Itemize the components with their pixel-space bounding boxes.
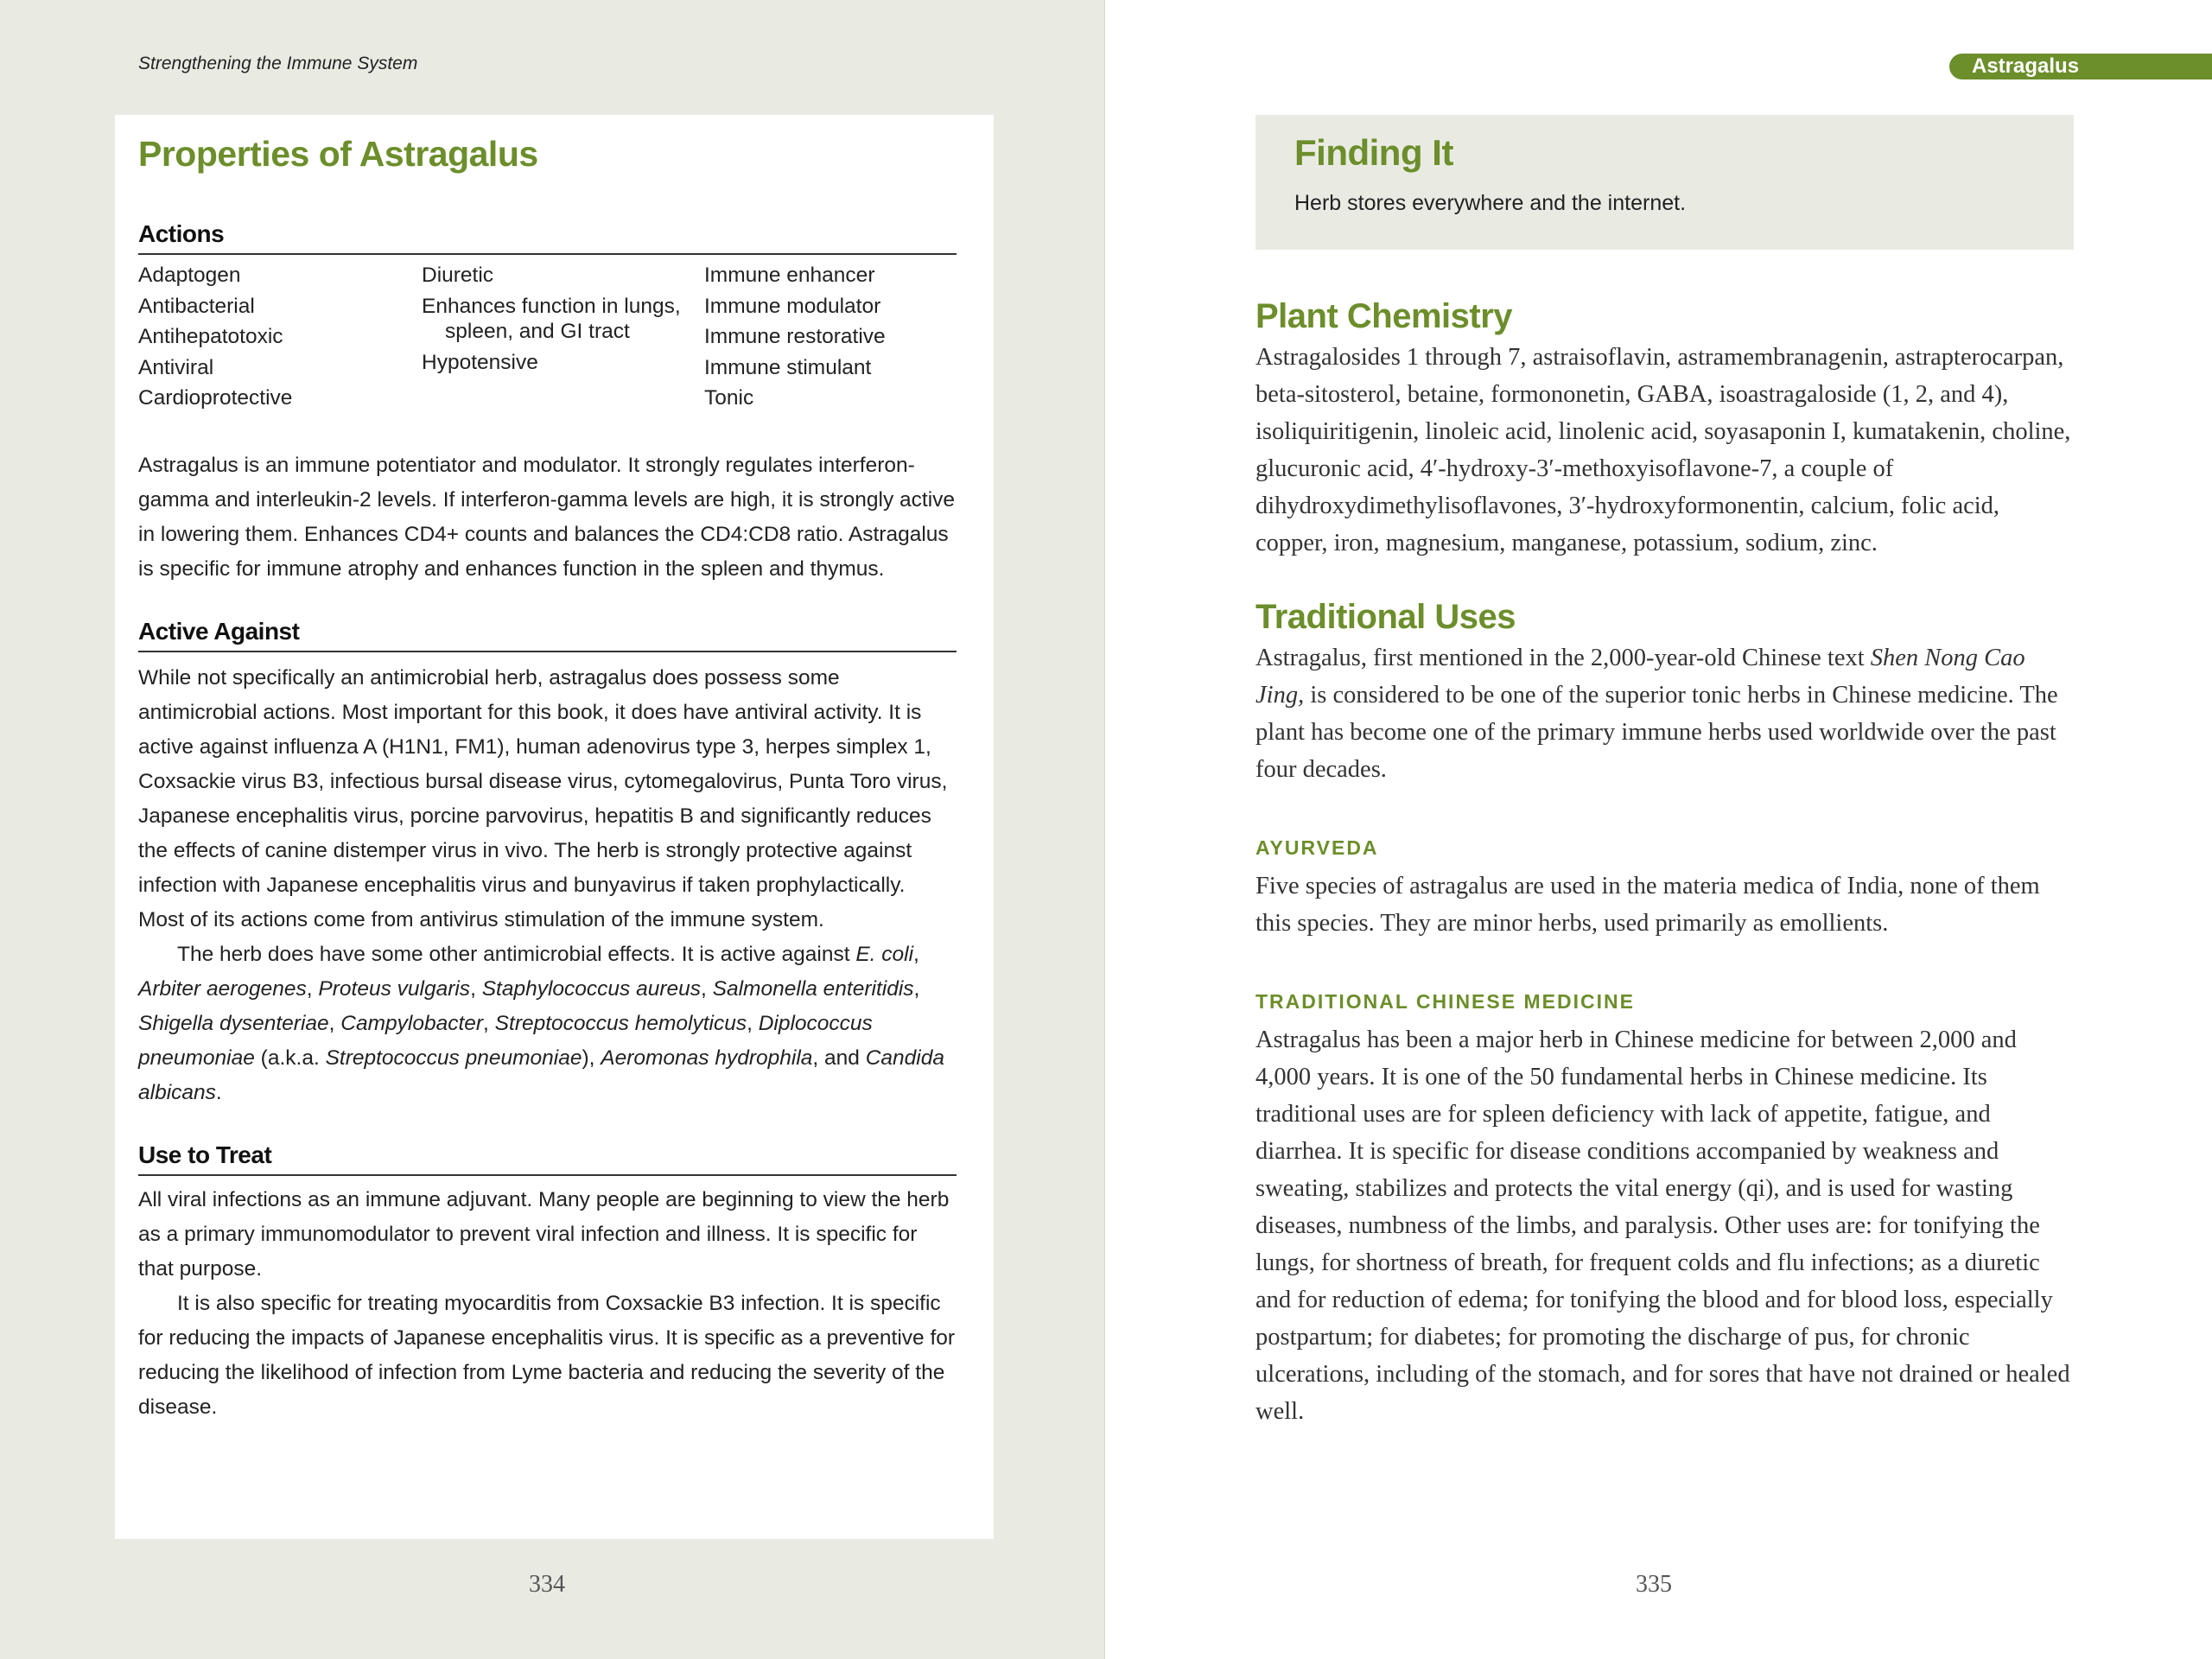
actions-paragraph xyxy=(138,448,957,587)
properties-title: Properties of Astragalus xyxy=(138,134,538,174)
active-against-heading: Active Against xyxy=(138,618,957,652)
action-item: Antiviral xyxy=(138,355,214,379)
organisms-intro: The herb does have some other antimicrobial effects. It is active against xyxy=(177,942,856,966)
traditional-uses-text-2: is considered to be one of the superior tonic herbs in Chinese medicine. The plant has become one of the primary immune herbs used worldwide over the past four decades. xyxy=(1255,682,2058,783)
organism-name: Candida albicans xyxy=(138,1046,944,1104)
organism-separator: ), xyxy=(582,1046,601,1070)
use-to-treat-heading: Use to Treat xyxy=(138,1141,957,1176)
use-to-treat-text xyxy=(138,1183,957,1425)
active-against-text xyxy=(138,661,957,1110)
plant-chemistry-title: Plant Chemistry xyxy=(1255,297,1513,335)
finding-it-title: Finding It xyxy=(1294,132,1453,173)
section-tab: Astragalus xyxy=(1949,54,2212,79)
use-to-treat-paragraph-2: It is also specific for treating myocarditis from Coxsackie B3 infection. It is specific for reducing the impacts of Japanese encephalitis virus. It is specific as a preventive for reducing the likelihood of infection from Lyme bacteria and reducing the severity of the disease. xyxy=(138,1291,956,1419)
action-item: Tonic xyxy=(704,386,754,410)
plant-chemistry-text xyxy=(1255,339,2076,562)
finding-it-box xyxy=(1255,115,2074,250)
finding-it-text: Herb stores everywhere and the internet. xyxy=(1294,191,1687,215)
actions-column-1 xyxy=(138,260,422,414)
ayurveda-heading: AYURVEDA xyxy=(1255,836,1379,859)
organism-name: Proteus vulgaris xyxy=(318,976,471,1001)
ayurveda-text xyxy=(1255,868,2076,942)
organism-separator: , xyxy=(701,976,713,1001)
organism-separator: . xyxy=(215,1080,222,1104)
right-column xyxy=(1255,297,2076,1430)
action-item: Hypotensive xyxy=(422,350,538,374)
action-item: Antibacterial xyxy=(138,294,255,318)
organism-separator: , xyxy=(913,942,919,966)
action-item: Antihepatotoxic xyxy=(138,325,283,348)
properties-box xyxy=(115,115,994,1539)
action-item: Immune restorative xyxy=(704,325,886,348)
organism-separator: , and xyxy=(812,1046,866,1070)
action-item: Diuretic xyxy=(422,264,494,287)
organism-separator: (a.k.a. xyxy=(254,1046,326,1070)
organism-name: E. coli xyxy=(855,942,914,966)
actions-list xyxy=(138,260,957,414)
organism-separator: , xyxy=(747,1011,759,1035)
tcm-paragraph: Astragalus has been a major herb in Chinese medicine for between 2,000 and 4,000 years. It is one of the 50 fundamental herbs in Chinese medicine. Its traditional uses are for spleen deficiency with lack of appetite, fatigue, and diarrhea. It is specific for disease conditions accompanied by weakness and sweating, stabilizes and protects the vital energy (qi), and is used for wasting diseases, numbness of the limbs, and paralysis. Other uses are: for tonifying the lungs, for shortness of breath, for frequent colds and flu infections; as a diuretic and for reduction of edema; for tonifying the blood and for blood loss, especially postpartum; for diabetes; for promoting the discharge of pus, for chronic ulcerations, including of the stomach, and for sores that have not drained or healed well. xyxy=(1255,1027,2070,1425)
actions-column-2 xyxy=(422,260,704,414)
organism-name: Diplococcus pneumoniae xyxy=(138,1011,873,1070)
organism-name: Streptococcus pneumoniae xyxy=(325,1046,582,1070)
action-item: Enhances function in lungs, spleen, and GI tract xyxy=(422,294,681,343)
page-number-left: 334 xyxy=(529,1571,565,1598)
actions-heading: Actions xyxy=(138,220,957,255)
running-head: Strengthening the Immune System xyxy=(138,54,418,73)
active-against-paragraph-2 xyxy=(138,938,957,1110)
traditional-uses-title: Traditional Uses xyxy=(1255,598,1516,636)
organism-separator: , xyxy=(913,976,920,1001)
left-page xyxy=(0,0,1105,1659)
actions-paragraph-text: Astragalus is an immune potentiator and modulator. It strongly regulates interferon-gamma and interleukin-2 levels. If interferon-gamma levels are high, it is strongly active in lowering them. Enhances CD4+ counts and balances the CD4:CD8 ratio. Astragalus is specific for immune atrophy and enhances function in the spleen and thymus. xyxy=(138,453,956,581)
organism-name: Shigella dysenteriae xyxy=(138,1011,329,1035)
organism-name: Arbiter aerogenes xyxy=(138,976,307,1001)
traditional-uses-text-1: Astragalus, first mentioned in the 2,000-year-old Chinese text xyxy=(1255,645,1871,671)
organism-separator: , xyxy=(483,1011,495,1035)
organism-list xyxy=(138,943,944,1104)
organism-separator: , xyxy=(328,1011,341,1035)
ayurveda-paragraph: Five species of astragalus are used in the materia medica of India, none of them this species. They are minor herbs, used primarily as emollients. xyxy=(1255,873,2040,937)
action-item: Immune modulator xyxy=(704,294,881,318)
tcm-text xyxy=(1255,1021,2076,1430)
plant-chemistry-paragraph: Astragalosides 1 through 7, astraisoflavin, astramembranagenin, astrapterocarpan, beta-sitosterol, betaine, formononetin, GABA, isoastragaloside (1, 2, and 4), isoliquiritigenin, linoleic acid, linolenic acid, soyasaponin I, kumatakenin, choline, glucuronic acid, 4′-hydroxy-3′-methoxyisoflavone-7, a couple of dihydroxydimethylisoflavones, 3′-hydroxyformonentin, calcium, folic acid, copper, iron, magnesium, manganese, potassium, sodium, zinc. xyxy=(1255,344,2071,556)
traditional-uses-text xyxy=(1255,639,2076,788)
action-item: Immune stimulant xyxy=(704,355,872,379)
organism-name: Salmonella enteritidis xyxy=(712,976,914,1001)
organism-name: Streptococcus hemolyticus xyxy=(494,1011,747,1035)
organism-separator: , xyxy=(306,976,319,1001)
action-item: Immune enhancer xyxy=(704,264,875,287)
organism-name: Staphylococcus aureus xyxy=(481,976,702,1001)
page-number-right: 335 xyxy=(1636,1571,1672,1598)
use-to-treat-paragraph-1: All viral infections as an immune adjuvant. Many people are beginning to view the herb as a primary immunomodulator to prevent viral infection and illness. It is specific for that purpose. xyxy=(138,1187,950,1281)
action-item: Adaptogen xyxy=(138,264,241,287)
tcm-heading: TRADITIONAL CHINESE MEDICINE xyxy=(1255,990,1635,1013)
organism-separator: , xyxy=(470,976,482,1001)
active-against-paragraph-1: While not specifically an antimicrobial herb, astragalus does possess some antimicrobial actions. Most important for this book, it does have antiviral activity. It is active against influenza A (H1N1, FM1), human adenovirus type 3, herpes simplex 1, Coxsackie virus B3, infectious bursal disease virus, cytomegalovirus, Punta Toro virus, Japanese encephalitis virus, porcine parvovirus, hepatitis B and significantly reduces the effects of canine distemper virus in vivo. The herb is strongly protective against infection with Japanese encephalitis virus and bunyavirus if taken prophylactically. Most of its actions come from antivirus stimulation of the immune system. xyxy=(138,665,948,931)
actions-column-3 xyxy=(704,260,955,414)
book-title: Shen Nong Cao Jing, xyxy=(1255,645,2025,709)
action-item: Cardioprotective xyxy=(138,386,293,410)
traditional-uses-paragraph xyxy=(1255,639,2076,788)
organism-name: Campylobacter xyxy=(340,1011,484,1035)
organism-name: Aeromonas hydrophila xyxy=(601,1046,813,1070)
